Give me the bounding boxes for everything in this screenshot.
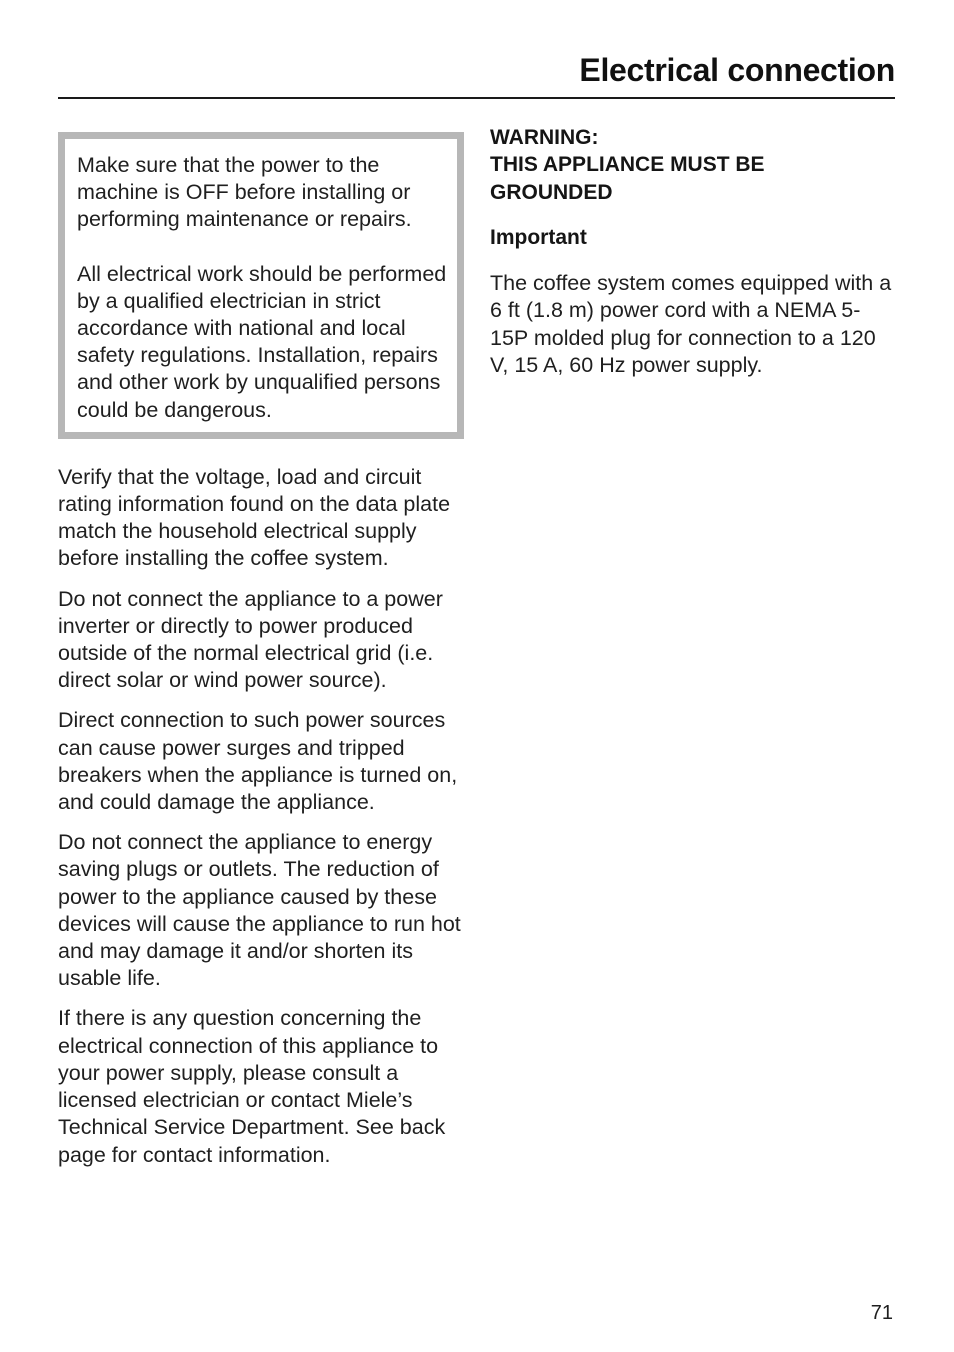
paragraph-power-surges: Direct connection to such power sources can cause power surges and tripped breakers when the appliance is turned on, and could damage the appliance.: [58, 708, 458, 815]
grounding-warning-line: WARNING:: [490, 126, 599, 149]
safety-notice-power-off: Make sure that the power to the machine is OFF before installing or performing maintenance or repairs.: [77, 153, 412, 232]
grounding-warning-line: THIS APPLIANCE MUST BE: [490, 153, 765, 177]
left-column: [58, 132, 464, 1182]
power-cord-specification: The coffee system comes equipped with a 6 ft (1.8 m) power cord with a NEMA 5-15P molded plug for connection to a 120 V, 15 A, 60 Hz power supply.: [490, 271, 892, 377]
right-column: [490, 124, 895, 379]
page-number: 71: [870, 1302, 893, 1324]
paragraph-power-inverter: Do not connect the appliance to a power inverter or directly to power produced outside of the normal electrical grid (i.e. direct solar or wind power source).: [58, 586, 443, 693]
safety-notice-qualified-electrician: All electrical work should be performed by a qualified electrician in strict accordance with national and local safety regulations. Installation, repairs and other work by unqualified persons could be dangerous.: [77, 261, 447, 422]
grounding-warning: [490, 124, 895, 206]
paragraph-energy-saving-plugs: Do not connect the appliance to energy saving plugs or outlets. The reduction of power to the appliance caused by these devices will cause the appliance to run hot and may damage it and/or shorten its usable life.: [58, 830, 461, 991]
page-title: Electrical connection: [579, 52, 895, 88]
paragraph-verify-voltage: Verify that the voltage, load and circuit rating information found on the data plate match the household electrical supply before installing the coffee system.: [58, 464, 451, 571]
grounding-warning-line: GROUNDED: [490, 180, 613, 204]
important-heading: Important: [490, 226, 587, 250]
paragraph-contact-service: If there is any question concerning the electrical connection of this appliance to your power supply, please consult a licensed electrician or contact Miele’s Technical Service Department. See back page for contact information.: [58, 1006, 446, 1167]
safety-notice-box: [58, 132, 464, 439]
title-divider: [58, 97, 895, 99]
